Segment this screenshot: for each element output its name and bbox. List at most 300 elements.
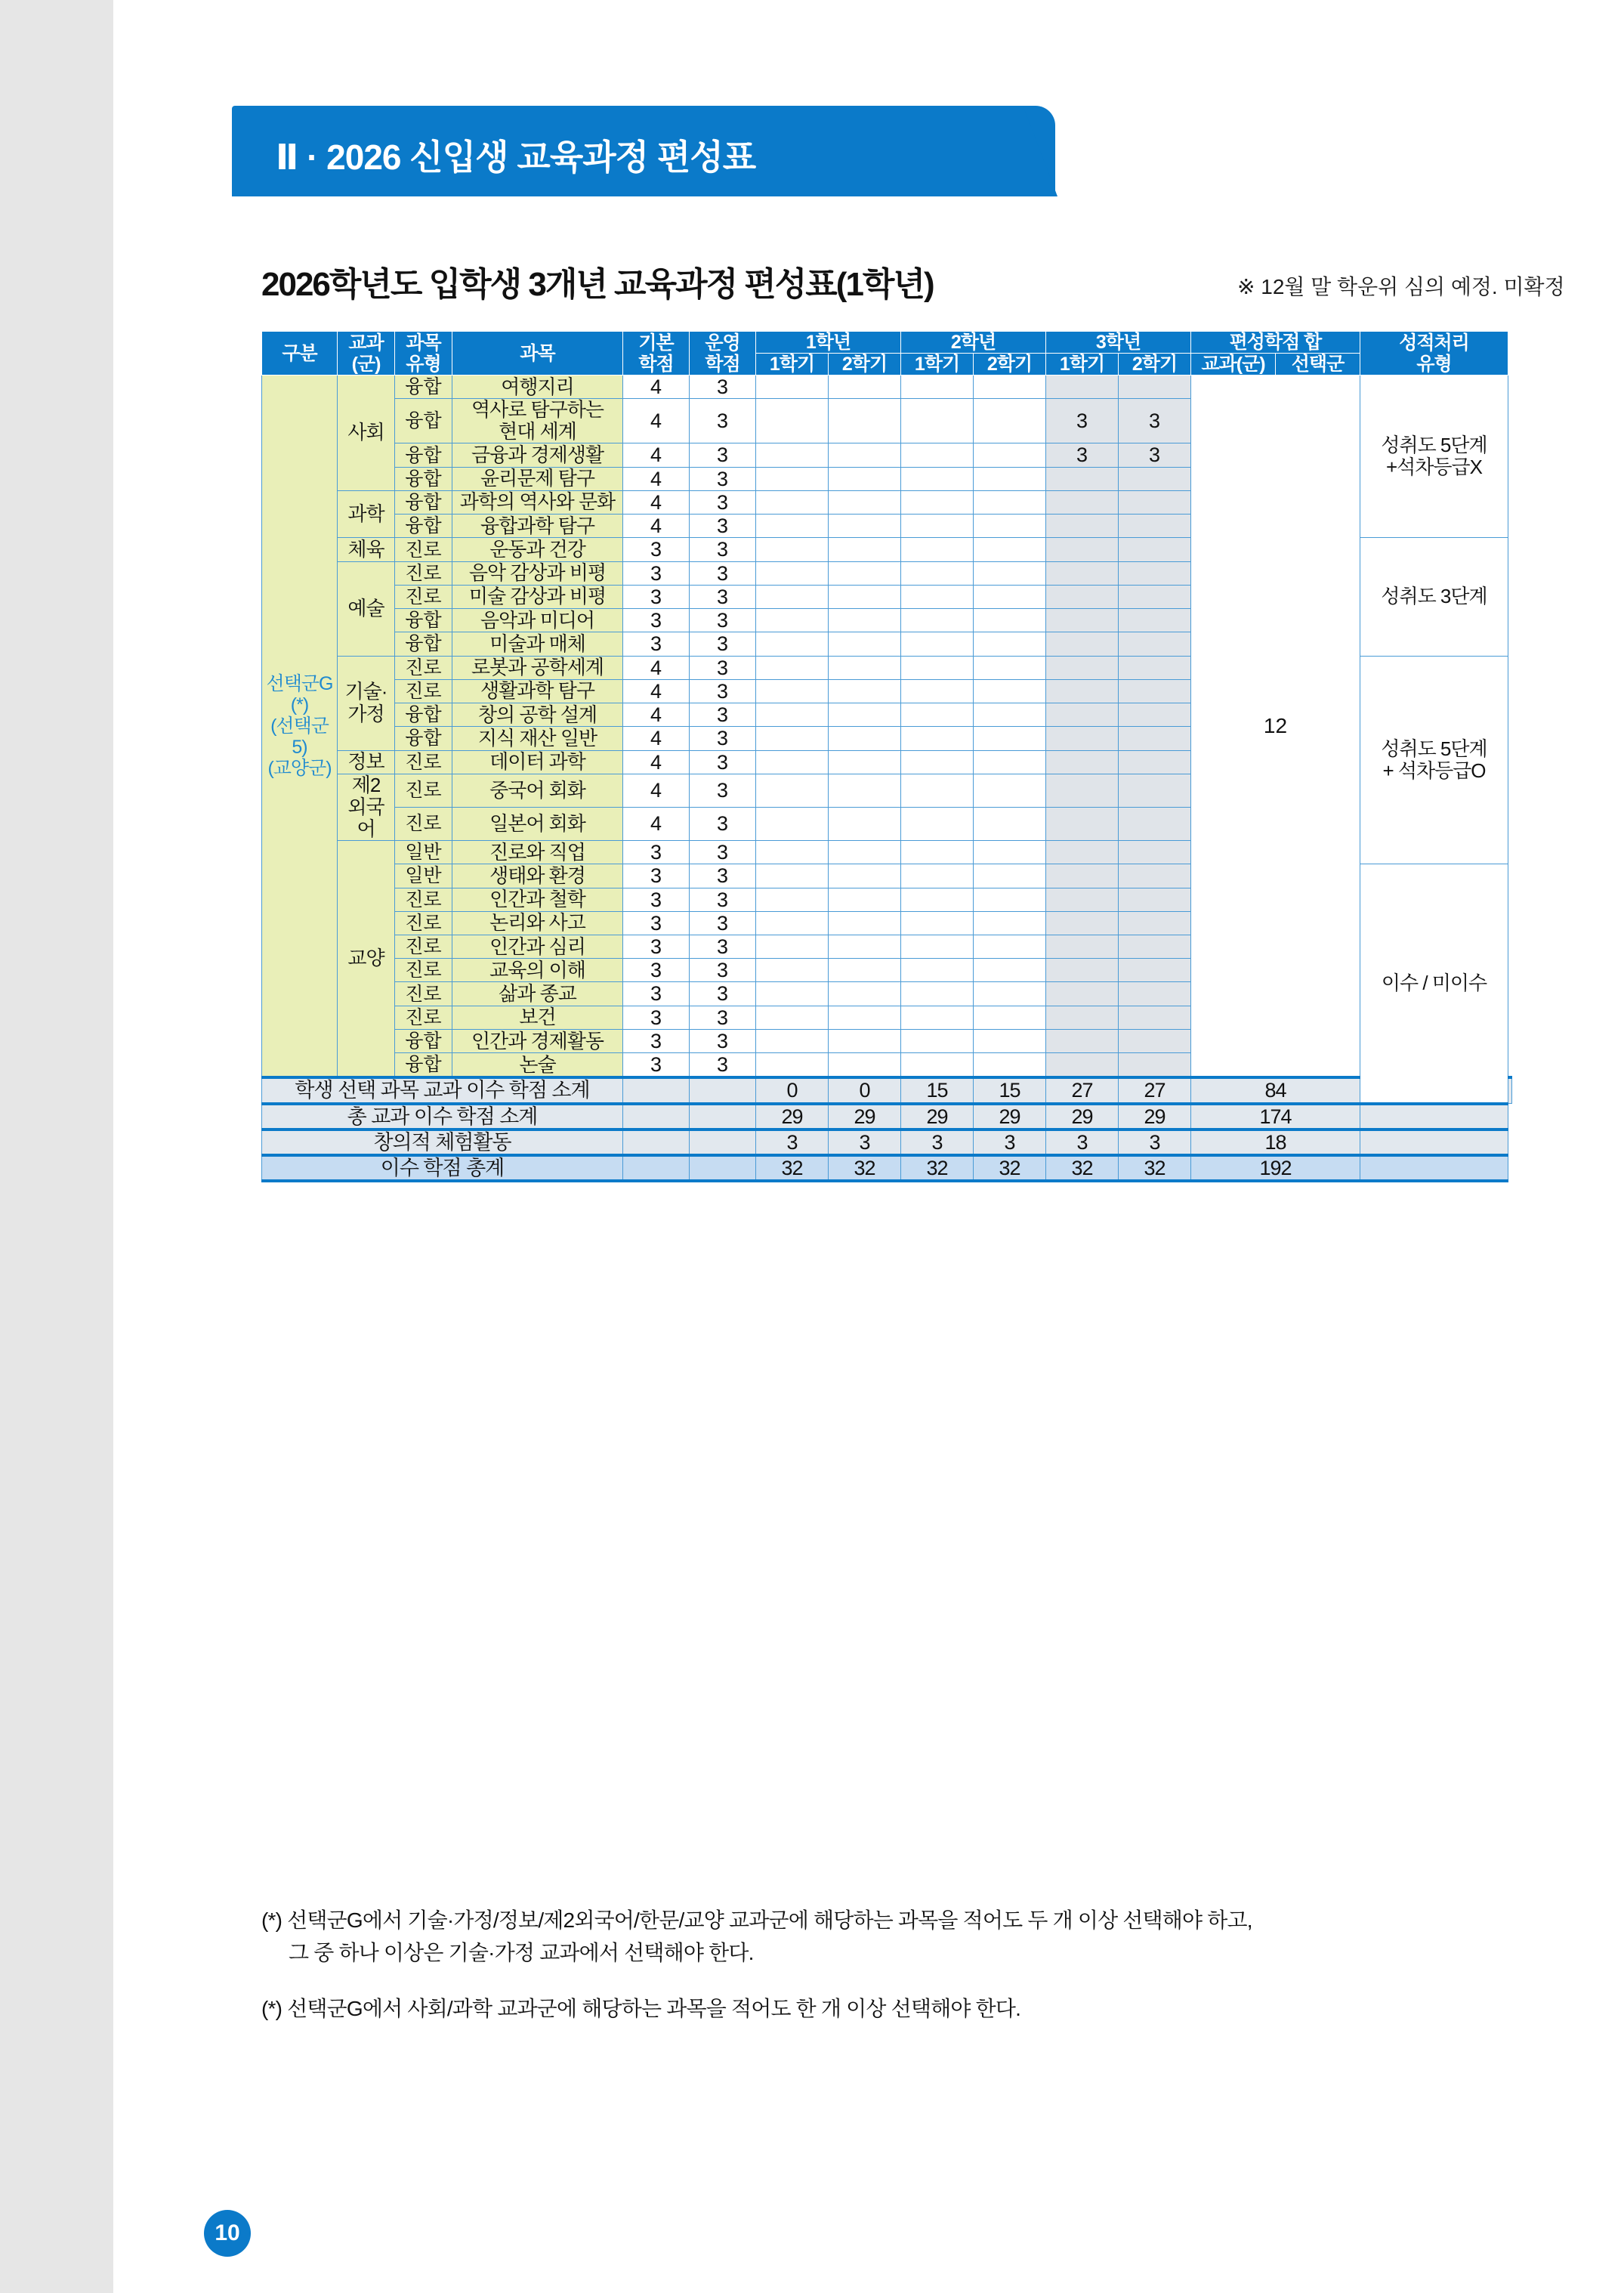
th-g1-sem2: 2학기 bbox=[829, 354, 901, 375]
cell-g1-sem1 bbox=[756, 935, 829, 959]
th-g2-sem1: 1학기 bbox=[901, 354, 974, 375]
cell-g3-sem2 bbox=[1119, 959, 1191, 982]
cell-g3-sem2: 3 bbox=[1119, 443, 1191, 467]
cell-g3-sem1 bbox=[1046, 727, 1119, 750]
summary-value-4: 29 bbox=[1046, 1104, 1119, 1130]
summary-run-credit bbox=[690, 1130, 756, 1155]
table-row bbox=[262, 375, 1512, 399]
cell-base-credit: 3 bbox=[623, 538, 690, 561]
cell-g1-sem2 bbox=[829, 656, 901, 679]
summary-row bbox=[262, 1104, 1512, 1130]
th-gyogwa bbox=[338, 332, 395, 375]
cell-g3-sem2 bbox=[1119, 538, 1191, 561]
cell-run-credit: 3 bbox=[690, 375, 756, 399]
cell-course-type: 진로 bbox=[395, 538, 452, 561]
cell-run-credit: 3 bbox=[690, 750, 756, 774]
cell-course-type: 진로 bbox=[395, 1006, 452, 1029]
summary-base-credit bbox=[623, 1155, 690, 1181]
cell-g1-sem1 bbox=[756, 1029, 829, 1052]
cell-base-credit: 4 bbox=[623, 727, 690, 750]
cell-g3-sem1 bbox=[1046, 1029, 1119, 1052]
th-gwamok-type bbox=[395, 332, 452, 375]
cell-course-name: 교육의 이해 bbox=[452, 959, 623, 982]
cell-g2-sem1 bbox=[901, 841, 974, 864]
cell-g1-sem1 bbox=[756, 467, 829, 490]
cell-eval-type: 이수 / 미이수 bbox=[1360, 864, 1508, 1104]
cell-g1-sem1 bbox=[756, 399, 829, 443]
summary-value-2: 32 bbox=[901, 1155, 974, 1181]
cell-subject-group: 예술 bbox=[338, 561, 395, 656]
cell-course-type: 융합 bbox=[395, 703, 452, 727]
cell-g3-sem2 bbox=[1119, 807, 1191, 840]
summary-label: 이수 학점 총계 bbox=[262, 1155, 623, 1181]
cell-g2-sem2 bbox=[974, 561, 1046, 585]
summary-total: 84 bbox=[1191, 1077, 1360, 1103]
cell-course-type: 융합 bbox=[395, 467, 452, 490]
cell-g1-sem1 bbox=[756, 774, 829, 807]
cell-g1-sem2 bbox=[829, 727, 901, 750]
cell-run-credit: 3 bbox=[690, 467, 756, 490]
cell-g2-sem1 bbox=[901, 632, 974, 656]
summary-base-credit bbox=[623, 1130, 690, 1155]
cell-g1-sem2 bbox=[829, 750, 901, 774]
cell-g1-sem2 bbox=[829, 935, 901, 959]
cell-g1-sem2 bbox=[829, 864, 901, 888]
cell-run-credit: 3 bbox=[690, 585, 756, 608]
cell-course-type: 진로 bbox=[395, 982, 452, 1006]
cell-base-credit: 3 bbox=[623, 841, 690, 864]
th-run-credit-l2: 학점 bbox=[705, 353, 740, 375]
summary-value-1: 32 bbox=[829, 1155, 901, 1181]
cell-g2-sem2 bbox=[974, 467, 1046, 490]
summary-value-0: 3 bbox=[756, 1130, 829, 1155]
cell-g1-sem1 bbox=[756, 375, 829, 399]
cell-course-type: 진로 bbox=[395, 679, 452, 703]
cell-g3-sem1 bbox=[1046, 774, 1119, 807]
cell-g2-sem2 bbox=[974, 609, 1046, 632]
cell-g3-sem1 bbox=[1046, 982, 1119, 1006]
cell-course-type: 일반 bbox=[395, 841, 452, 864]
cell-g1-sem1 bbox=[756, 679, 829, 703]
cell-subject-group: 기술· 가정 bbox=[338, 656, 395, 750]
cell-base-credit: 4 bbox=[623, 443, 690, 467]
cell-g2-sem1 bbox=[901, 443, 974, 467]
summary-value-1: 3 bbox=[829, 1130, 901, 1155]
th-run-credit-l1: 운영 bbox=[705, 332, 740, 354]
summary-value-3: 15 bbox=[974, 1077, 1046, 1103]
cell-g3-sem2 bbox=[1119, 1006, 1191, 1029]
cell-base-credit: 3 bbox=[623, 1006, 690, 1029]
cell-subject-group: 사회 bbox=[338, 375, 395, 491]
cell-g2-sem1 bbox=[901, 750, 974, 774]
cell-run-credit: 3 bbox=[690, 982, 756, 1006]
cell-g2-sem1 bbox=[901, 1029, 974, 1052]
cell-base-credit: 4 bbox=[623, 750, 690, 774]
cell-g3-sem2 bbox=[1119, 982, 1191, 1006]
th-gyogwa-l1: 교과 bbox=[348, 332, 384, 354]
cell-subject-group: 정보 bbox=[338, 750, 395, 774]
summary-eval-blank bbox=[1508, 1077, 1512, 1103]
cell-g1-sem1 bbox=[756, 911, 829, 935]
cell-g2-sem1 bbox=[901, 727, 974, 750]
cell-base-credit: 4 bbox=[623, 679, 690, 703]
cell-g1-sem2 bbox=[829, 1053, 901, 1078]
cell-base-credit: 3 bbox=[623, 609, 690, 632]
cell-eval-type: 성취도 3단계 bbox=[1360, 538, 1508, 656]
cell-course-name: 창의 공학 설계 bbox=[452, 703, 623, 727]
cell-g2-sem1 bbox=[901, 538, 974, 561]
cell-course-name: 윤리문제 탐구 bbox=[452, 467, 623, 490]
cell-course-name: 융합과학 탐구 bbox=[452, 515, 623, 538]
cell-run-credit: 3 bbox=[690, 538, 756, 561]
cell-g3-sem2 bbox=[1119, 679, 1191, 703]
cell-run-credit: 3 bbox=[690, 609, 756, 632]
cell-course-type: 진로 bbox=[395, 656, 452, 679]
cell-g2-sem2 bbox=[974, 538, 1046, 561]
cell-course-type: 진로 bbox=[395, 750, 452, 774]
cell-g3-sem1 bbox=[1046, 375, 1119, 399]
cell-run-credit: 3 bbox=[690, 443, 756, 467]
cell-run-credit: 3 bbox=[690, 703, 756, 727]
cell-g2-sem2 bbox=[974, 959, 1046, 982]
th-base-credit-l2: 학점 bbox=[638, 353, 674, 375]
summary-value-2: 29 bbox=[901, 1104, 974, 1130]
cell-g1-sem1 bbox=[756, 443, 829, 467]
cell-run-credit: 3 bbox=[690, 1029, 756, 1052]
summary-label: 학생 선택 과목 교과 이수 학점 소계 bbox=[262, 1077, 623, 1103]
summary-eval-blank bbox=[1360, 1130, 1508, 1155]
th-gyogwa-l2: (군) bbox=[351, 353, 381, 375]
cell-g3-sem2 bbox=[1119, 375, 1191, 399]
cell-g3-sem1 bbox=[1046, 609, 1119, 632]
cell-course-type: 융합 bbox=[395, 609, 452, 632]
summary-row bbox=[262, 1155, 1512, 1181]
footnote-2-line1: (*) 선택군G에서 사회/과학 교과군에 해당하는 과목을 적어도 한 개 이상 선택해야 한다. bbox=[261, 1996, 1021, 2020]
cell-g2-sem2 bbox=[974, 679, 1046, 703]
cell-base-credit: 4 bbox=[623, 375, 690, 399]
cell-course-name: 중국어 회화 bbox=[452, 774, 623, 807]
cell-subject-group: 교양 bbox=[338, 841, 395, 1078]
cell-g2-sem1 bbox=[901, 375, 974, 399]
cell-run-credit: 3 bbox=[690, 679, 756, 703]
cell-base-credit: 4 bbox=[623, 490, 690, 514]
cell-course-name: 미술과 매체 bbox=[452, 632, 623, 656]
cell-g3-sem1 bbox=[1046, 1006, 1119, 1029]
cell-g1-sem1 bbox=[756, 750, 829, 774]
cell-g1-sem1 bbox=[756, 585, 829, 608]
cell-run-credit: 3 bbox=[690, 490, 756, 514]
cell-g1-sem2 bbox=[829, 632, 901, 656]
table-body bbox=[262, 375, 1512, 1182]
summary-value-2: 3 bbox=[901, 1130, 974, 1155]
cell-g3-sem1 bbox=[1046, 864, 1119, 888]
cell-g1-sem1 bbox=[756, 959, 829, 982]
cell-g2-sem1 bbox=[901, 1053, 974, 1078]
cell-g3-sem1 bbox=[1046, 807, 1119, 840]
summary-value-3: 29 bbox=[974, 1104, 1046, 1130]
cell-g1-sem2 bbox=[829, 609, 901, 632]
th-credit-sum: 편성학점 합 bbox=[1191, 332, 1360, 354]
cell-g3-sem1 bbox=[1046, 561, 1119, 585]
cell-course-name: 지식 재산 일반 bbox=[452, 727, 623, 750]
summary-run-credit bbox=[690, 1155, 756, 1181]
cell-course-type: 일반 bbox=[395, 864, 452, 888]
cell-course-type: 융합 bbox=[395, 632, 452, 656]
cell-g1-sem2 bbox=[829, 807, 901, 840]
summary-value-4: 27 bbox=[1046, 1077, 1119, 1103]
cell-g2-sem1 bbox=[901, 609, 974, 632]
th-sum-seontaek: 선택군 bbox=[1276, 354, 1360, 375]
cell-g1-sem1 bbox=[756, 703, 829, 727]
summary-row bbox=[262, 1077, 1512, 1103]
cell-course-name: 역사로 탐구하는 현대 세계 bbox=[452, 399, 623, 443]
cell-credit-sum-merged: 12 bbox=[1191, 375, 1360, 1078]
cell-course-type: 진로 bbox=[395, 935, 452, 959]
cell-course-type: 진로 bbox=[395, 911, 452, 935]
th-eval-type bbox=[1360, 332, 1508, 375]
summary-value-1: 29 bbox=[829, 1104, 901, 1130]
cell-eval-type: 성취도 5단계 + 석차등급O bbox=[1360, 656, 1508, 864]
cell-g3-sem1 bbox=[1046, 515, 1119, 538]
cell-g2-sem1 bbox=[901, 467, 974, 490]
cell-course-name: 미술 감상과 비평 bbox=[452, 585, 623, 608]
cell-course-name: 음악 감상과 비평 bbox=[452, 561, 623, 585]
cell-g2-sem2 bbox=[974, 375, 1046, 399]
cell-g2-sem2 bbox=[974, 1053, 1046, 1078]
cell-g2-sem2 bbox=[974, 515, 1046, 538]
cell-g1-sem2 bbox=[829, 703, 901, 727]
summary-label: 창의적 체험활동 bbox=[262, 1130, 623, 1155]
cell-g1-sem2 bbox=[829, 515, 901, 538]
cell-course-name: 일본어 회화 bbox=[452, 807, 623, 840]
cell-g2-sem1 bbox=[901, 585, 974, 608]
cell-course-type: 융합 bbox=[395, 375, 452, 399]
cell-course-name: 인간과 경제활동 bbox=[452, 1029, 623, 1052]
cell-run-credit: 3 bbox=[690, 911, 756, 935]
th-grade1: 1학년 bbox=[756, 332, 901, 354]
cell-subject-group: 제2 외국어 bbox=[338, 774, 395, 840]
cell-g3-sem1 bbox=[1046, 538, 1119, 561]
summary-value-5: 27 bbox=[1119, 1077, 1191, 1103]
header-row-top bbox=[262, 332, 1512, 354]
cell-g2-sem2 bbox=[974, 774, 1046, 807]
cell-g3-sem2 bbox=[1119, 656, 1191, 679]
cell-g3-sem2 bbox=[1119, 561, 1191, 585]
cell-g2-sem1 bbox=[901, 399, 974, 443]
cell-g3-sem2 bbox=[1119, 888, 1191, 911]
cell-course-type: 진로 bbox=[395, 561, 452, 585]
cell-g3-sem2 bbox=[1119, 841, 1191, 864]
cell-run-credit: 3 bbox=[690, 935, 756, 959]
cell-g3-sem2 bbox=[1119, 864, 1191, 888]
page-note: ※ 12월 말 학운위 심의 예정. 미확정 bbox=[1237, 275, 1565, 298]
cell-course-name: 보건 bbox=[452, 1006, 623, 1029]
cell-g2-sem2 bbox=[974, 656, 1046, 679]
cell-g3-sem2 bbox=[1119, 609, 1191, 632]
th-g3-sem1: 1학기 bbox=[1046, 354, 1119, 375]
th-gwamok-type-l2: 유형 bbox=[406, 353, 441, 375]
cell-g1-sem2 bbox=[829, 982, 901, 1006]
summary-base-credit bbox=[623, 1104, 690, 1130]
th-g3-sem2: 2학기 bbox=[1119, 354, 1191, 375]
cell-g1-sem1 bbox=[756, 841, 829, 864]
cell-g3-sem2 bbox=[1119, 703, 1191, 727]
cell-course-type: 진로 bbox=[395, 807, 452, 840]
th-grade2: 2학년 bbox=[901, 332, 1046, 354]
cell-g3-sem1 bbox=[1046, 935, 1119, 959]
th-sum-gyogwa: 교과(군) bbox=[1191, 354, 1276, 375]
summary-run-credit bbox=[690, 1077, 756, 1103]
cell-g1-sem1 bbox=[756, 888, 829, 911]
cell-g2-sem2 bbox=[974, 935, 1046, 959]
footnotes bbox=[261, 1904, 1252, 2047]
cell-g3-sem2 bbox=[1119, 467, 1191, 490]
cell-subject-group: 과학 bbox=[338, 490, 395, 537]
cell-run-credit: 3 bbox=[690, 841, 756, 864]
th-gwamok-type-l1: 과목 bbox=[406, 332, 441, 354]
cell-course-name: 인간과 심리 bbox=[452, 935, 623, 959]
cell-g2-sem1 bbox=[901, 774, 974, 807]
cell-run-credit: 3 bbox=[690, 727, 756, 750]
cell-g3-sem2: 3 bbox=[1119, 399, 1191, 443]
cell-g1-sem2 bbox=[829, 490, 901, 514]
cell-g2-sem1 bbox=[901, 490, 974, 514]
cell-course-type: 융합 bbox=[395, 515, 452, 538]
th-gwamok: 과목 bbox=[452, 332, 623, 375]
cell-course-name: 논술 bbox=[452, 1053, 623, 1078]
cell-run-credit: 3 bbox=[690, 399, 756, 443]
cell-g3-sem1 bbox=[1046, 959, 1119, 982]
cell-base-credit: 4 bbox=[623, 467, 690, 490]
cell-g2-sem2 bbox=[974, 585, 1046, 608]
cell-g3-sem2 bbox=[1119, 774, 1191, 807]
summary-value-2: 15 bbox=[901, 1077, 974, 1103]
cell-run-credit: 3 bbox=[690, 959, 756, 982]
cell-g1-sem1 bbox=[756, 1006, 829, 1029]
footnote-1-line1: (*) 선택군G에서 기술·가정/정보/제2외국어/한문/교양 교과군에 해당하는 과목을 적어도 두 개 이상 선택해야 하고, bbox=[261, 1908, 1252, 1932]
summary-value-5: 29 bbox=[1119, 1104, 1191, 1130]
cell-g3-sem1 bbox=[1046, 841, 1119, 864]
cell-run-credit: 3 bbox=[690, 807, 756, 840]
cell-subject-group: 체육 bbox=[338, 538, 395, 561]
th-gubun: 구분 bbox=[262, 332, 338, 375]
summary-value-1: 0 bbox=[829, 1077, 901, 1103]
cell-base-credit: 3 bbox=[623, 935, 690, 959]
cell-g2-sem1 bbox=[901, 935, 974, 959]
cell-g2-sem2 bbox=[974, 807, 1046, 840]
cell-base-credit: 3 bbox=[623, 888, 690, 911]
cell-g2-sem2 bbox=[974, 1006, 1046, 1029]
cell-g2-sem1 bbox=[901, 561, 974, 585]
summary-value-4: 3 bbox=[1046, 1130, 1119, 1155]
cell-g2-sem2 bbox=[974, 1029, 1046, 1052]
cell-g2-sem1 bbox=[901, 1006, 974, 1029]
summary-row bbox=[262, 1130, 1512, 1155]
cell-g1-sem2 bbox=[829, 888, 901, 911]
cell-g3-sem1 bbox=[1046, 911, 1119, 935]
summary-eval-blank bbox=[1360, 1155, 1508, 1181]
cell-run-credit: 3 bbox=[690, 656, 756, 679]
cell-g1-sem2 bbox=[829, 959, 901, 982]
cell-course-name: 음악과 미디어 bbox=[452, 609, 623, 632]
cell-run-credit: 3 bbox=[690, 1053, 756, 1078]
page-title: 2026학년도 입학생 3개년 교육과정 편성표(1학년) bbox=[261, 266, 934, 303]
cell-g1-sem2 bbox=[829, 774, 901, 807]
cell-g1-sem1 bbox=[756, 807, 829, 840]
summary-total: 192 bbox=[1191, 1155, 1360, 1181]
cell-run-credit: 3 bbox=[690, 1006, 756, 1029]
cell-course-type: 융합 bbox=[395, 399, 452, 443]
cell-g3-sem2 bbox=[1119, 490, 1191, 514]
curriculum-table-wrap bbox=[261, 331, 1512, 1182]
cell-course-type: 융합 bbox=[395, 727, 452, 750]
cell-g2-sem2 bbox=[974, 490, 1046, 514]
cell-g1-sem1 bbox=[756, 864, 829, 888]
cell-g3-sem2 bbox=[1119, 632, 1191, 656]
cell-base-credit: 3 bbox=[623, 1029, 690, 1052]
cell-g2-sem1 bbox=[901, 703, 974, 727]
cell-g2-sem1 bbox=[901, 515, 974, 538]
cell-base-credit: 4 bbox=[623, 656, 690, 679]
cell-g2-sem2 bbox=[974, 982, 1046, 1006]
cell-g2-sem2 bbox=[974, 841, 1046, 864]
cell-course-type: 융합 bbox=[395, 1029, 452, 1052]
summary-value-5: 32 bbox=[1119, 1155, 1191, 1181]
cell-g3-sem1 bbox=[1046, 467, 1119, 490]
cell-base-credit: 3 bbox=[623, 959, 690, 982]
th-run-credit bbox=[690, 332, 756, 375]
cell-base-credit: 4 bbox=[623, 399, 690, 443]
cell-course-type: 진로 bbox=[395, 774, 452, 807]
cell-g2-sem2 bbox=[974, 443, 1046, 467]
cell-g2-sem1 bbox=[901, 959, 974, 982]
cell-g3-sem1 bbox=[1046, 585, 1119, 608]
th-eval-type-l1: 성적처리 bbox=[1399, 332, 1469, 354]
cell-g1-sem1 bbox=[756, 490, 829, 514]
section-banner-title: Ⅱ · 2026 신입생 교육과정 편성표 bbox=[276, 138, 756, 177]
cell-g2-sem1 bbox=[901, 679, 974, 703]
cell-g1-sem1 bbox=[756, 656, 829, 679]
th-g1-sem1: 1학기 bbox=[756, 354, 829, 375]
th-grade3: 3학년 bbox=[1046, 332, 1191, 354]
cell-g1-sem1 bbox=[756, 609, 829, 632]
cell-g1-sem2 bbox=[829, 679, 901, 703]
cell-g1-sem1 bbox=[756, 515, 829, 538]
cell-course-name: 로봇과 공학세계 bbox=[452, 656, 623, 679]
cell-g3-sem2 bbox=[1119, 1053, 1191, 1078]
cell-course-name: 여행지리 bbox=[452, 375, 623, 399]
cell-course-name: 삶과 종교 bbox=[452, 982, 623, 1006]
cell-base-credit: 3 bbox=[623, 561, 690, 585]
cell-g1-sem2 bbox=[829, 1006, 901, 1029]
cell-base-credit: 4 bbox=[623, 515, 690, 538]
summary-value-0: 32 bbox=[756, 1155, 829, 1181]
cell-course-type: 진로 bbox=[395, 888, 452, 911]
cell-g1-sem2 bbox=[829, 561, 901, 585]
cell-course-name: 인간과 철학 bbox=[452, 888, 623, 911]
cell-base-credit: 3 bbox=[623, 585, 690, 608]
cell-g1-sem2 bbox=[829, 1029, 901, 1052]
cell-g3-sem1: 3 bbox=[1046, 399, 1119, 443]
cell-g3-sem2 bbox=[1119, 515, 1191, 538]
th-base-credit bbox=[623, 332, 690, 375]
cell-course-name: 운동과 건강 bbox=[452, 538, 623, 561]
summary-value-3: 32 bbox=[974, 1155, 1046, 1181]
cell-run-credit: 3 bbox=[690, 561, 756, 585]
cell-course-name: 생태와 환경 bbox=[452, 864, 623, 888]
footnote-2 bbox=[261, 1992, 1252, 2025]
summary-run-credit bbox=[690, 1104, 756, 1130]
